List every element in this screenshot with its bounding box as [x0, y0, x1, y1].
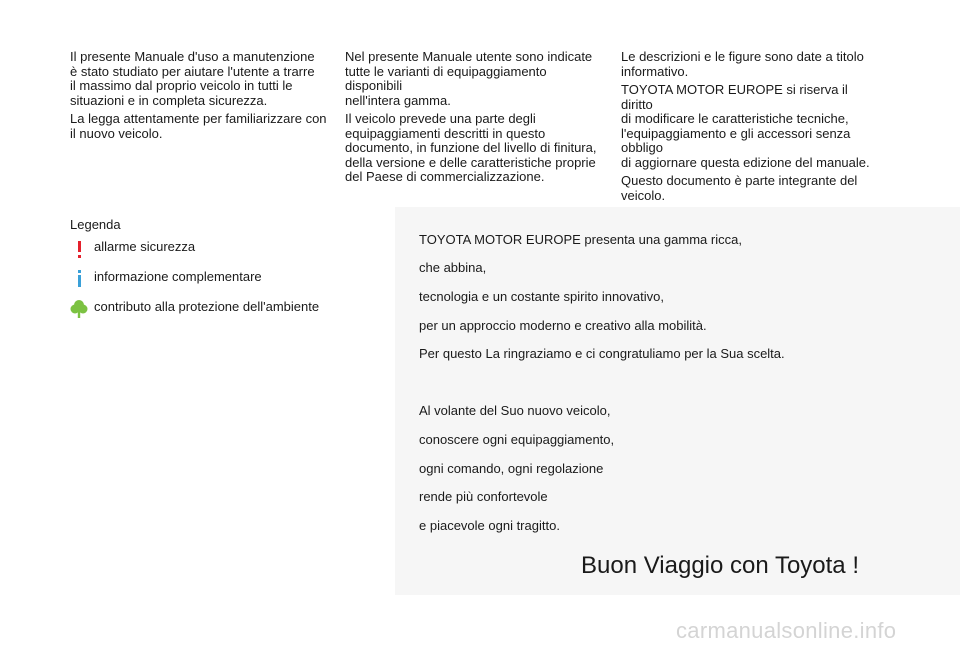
- legend-item-eco: [70, 296, 370, 326]
- legend-label: informazione complementare: [94, 269, 262, 284]
- welcome-line: ogni comando, ogni regolazione: [419, 461, 604, 476]
- info-icon: [78, 270, 81, 286]
- paragraph: Il presente Manuale d'uso a manutenzione è stato studiato per aiutare l'utente a trarre il massimo dal proprio veicolo in tutti le situazioni e in completa sicurezza.: [70, 49, 315, 108]
- paragraph: Le descrizioni e le figure sono date a titolo informativo.: [621, 49, 864, 79]
- legend-label: contributo alla protezione dell'ambiente: [94, 299, 320, 314]
- legend-item-info: [70, 266, 370, 296]
- paragraph: La legga attentamente per familiarizzare con il nuovo veicolo.: [70, 111, 327, 141]
- welcome-line: conoscere ogni equipaggiamento,: [419, 432, 615, 447]
- legend-title: Legenda: [70, 217, 121, 232]
- welcome-panel: [395, 207, 960, 595]
- paragraph: Questo documento è parte integrante del veicolo.: [621, 173, 858, 203]
- welcome-line: TOYOTA MOTOR EUROPE presenta una gamma ricca,: [419, 232, 742, 247]
- closing-slogan: Buon Viaggio con Toyota !: [581, 552, 859, 579]
- legend-label: allarme sicurezza: [94, 239, 196, 254]
- warning-icon: [78, 241, 81, 252]
- intro-column-2: [345, 50, 607, 189]
- watermark: carmanualsonline.info: [676, 618, 897, 643]
- welcome-line: rende più confortevole: [419, 489, 548, 504]
- welcome-line: tecnologia e un costante spirito innovativo,: [419, 289, 664, 304]
- paragraph: Il veicolo prevede una parte degli equipaggiamenti descritti in questo documento, in funzione del livello di finitura, della versione e delle caratteristiche proprie del Paese di commercializzazione.: [345, 111, 597, 184]
- welcome-line: e piacevole ogni tragitto.: [419, 518, 560, 533]
- eco-tree-icon: [70, 299, 88, 319]
- welcome-line: per un approccio moderno e creativo alla mobilità.: [419, 318, 707, 333]
- paragraph: TOYOTA MOTOR EUROPE si riserva il diritto di modificare le caratteristiche tecniche, l'equipaggiamento e gli accessori senza obbligo di aggiornare questa edizione del manuale.: [621, 82, 870, 170]
- paragraph: Nel presente Manuale utente sono indicate tutte le varianti di equipaggiamento disponibili nell'intera gamma.: [345, 49, 593, 108]
- welcome-line: che abbina,: [419, 260, 487, 275]
- legend-item-warning: [70, 236, 370, 266]
- welcome-line: Per questo La ringraziamo e ci congratuliamo per la Sua scelta.: [419, 346, 785, 361]
- intro-column-1: [70, 50, 332, 145]
- welcome-line: Al volante del Suo nuovo veicolo,: [419, 403, 611, 418]
- legend: [70, 217, 370, 326]
